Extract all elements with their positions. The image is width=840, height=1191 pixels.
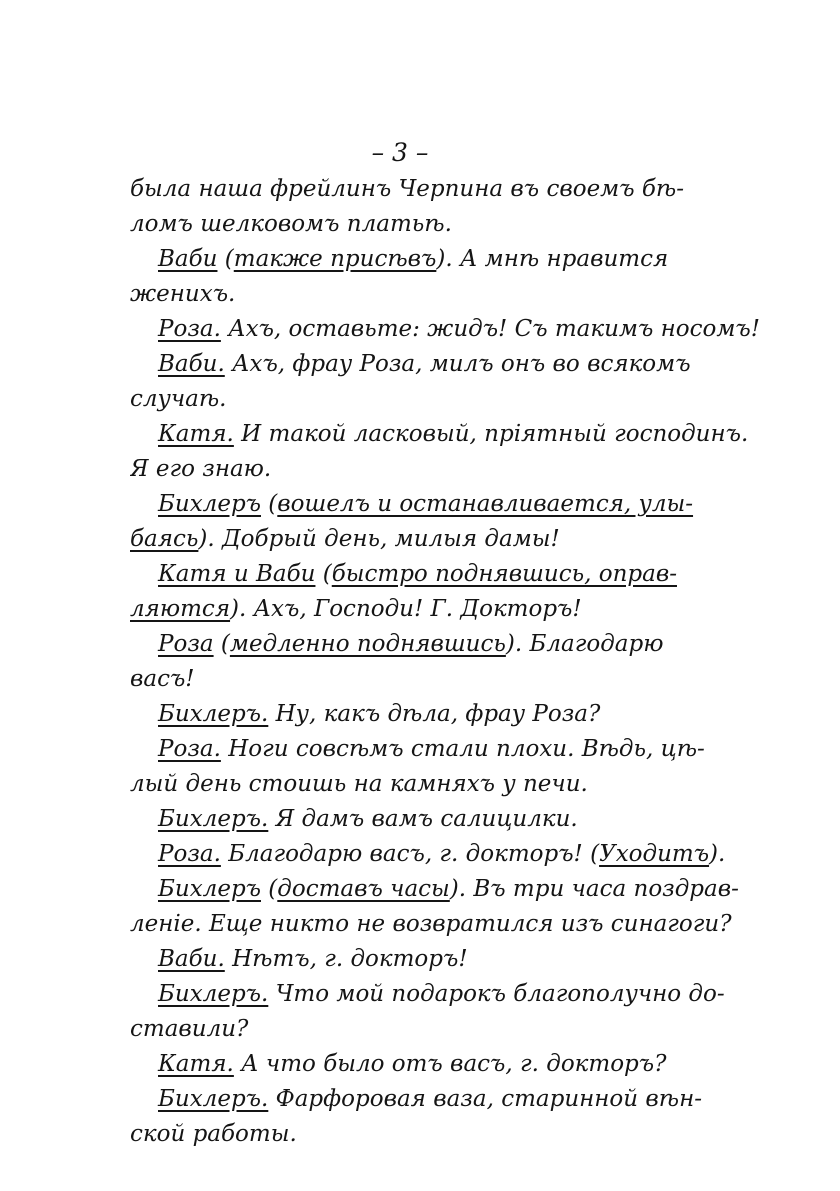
stage-direction: доставъ часы — [277, 876, 450, 902]
manuscript-line — [130, 277, 780, 312]
dialogue-text: ( — [261, 876, 278, 902]
manuscript-line — [130, 1082, 780, 1117]
manuscript-line — [130, 872, 780, 907]
dialogue-text: А что было отъ васъ, г. докторъ? — [233, 1051, 667, 1077]
manuscript-line — [130, 1047, 780, 1082]
manuscript-line — [130, 242, 780, 277]
dialogue-text: Что мой подарокъ благополучно до- — [268, 981, 725, 1007]
dialogue-text: Нѣтъ, г. докторъ! — [224, 946, 468, 972]
manuscript-line — [130, 172, 780, 207]
speaker-name: Бихлеръ — [158, 491, 261, 517]
manuscript-line — [130, 942, 780, 977]
dialogue-text: ( — [213, 631, 230, 657]
manuscript-line — [130, 592, 780, 627]
speaker-name: Роза — [158, 631, 214, 657]
stage-direction: также присѣвъ — [233, 246, 437, 272]
manuscript-line — [130, 207, 780, 242]
speaker-name: Бихлеръ. — [158, 701, 269, 727]
dialogue-text: Ноги совсѣмъ стали плохи. Вѣдь, цѣ- — [220, 736, 705, 762]
stage-direction: Уходитъ — [599, 841, 710, 867]
dialogue-text: ). А мнѣ нравится — [436, 246, 669, 272]
speaker-name: Роза. — [158, 841, 221, 867]
speaker-name: Бихлеръ. — [158, 981, 269, 1007]
manuscript-line — [130, 732, 780, 767]
dialogue-text: И такой ласковый, пріятный господинъ. — [233, 421, 749, 447]
speaker-name: Бихлеръ. — [158, 1086, 269, 1112]
stage-direction: баясь — [130, 526, 199, 552]
dialogue-text: ). Благодарю — [505, 631, 664, 657]
dialogue-text: Благодарю васъ, г. докторъ! ( — [220, 841, 600, 867]
manuscript-line — [130, 662, 780, 697]
stage-direction: быстро поднявшись, оправ- — [331, 561, 677, 587]
speaker-name: Катя и Ваби — [158, 561, 316, 587]
manuscript-line — [130, 977, 780, 1012]
dialogue-text: васъ! — [130, 666, 195, 692]
speaker-name: Ваби. — [158, 946, 225, 972]
dialogue-text: Я его знаю. — [130, 456, 272, 482]
manuscript-line — [130, 487, 780, 522]
dialogue-text: ( — [315, 561, 332, 587]
dialogue-text: ). Въ три часа поздрав- — [449, 876, 739, 902]
dialogue-text: случаѣ. — [130, 386, 227, 412]
page-number: – 3 – — [371, 138, 429, 167]
stage-direction: медленно поднявшись — [229, 631, 506, 657]
dialogue-text: ). Добрый день, милыя дамы! — [198, 526, 560, 552]
dialogue-text: ( — [261, 491, 278, 517]
dialogue-text: ( — [217, 246, 234, 272]
dialogue-text: Ну, какъ дѣла, фрау Роза? — [268, 701, 601, 727]
manuscript-line — [130, 802, 780, 837]
dialogue-text: ской работы. — [130, 1121, 297, 1147]
dialogue-text: леніе. Еще никто не возвратился изъ синагоги? — [130, 911, 732, 937]
manuscript-line — [130, 557, 780, 592]
manuscript-line — [130, 1117, 780, 1152]
dialogue-text: Ахъ, оставьте: жидъ! Съ такимъ носомъ! — [220, 316, 760, 342]
dialogue-text: ). — [709, 841, 726, 867]
manuscript-line — [130, 417, 780, 452]
dialogue-text: ставили? — [130, 1016, 249, 1042]
manuscript-line — [130, 347, 780, 382]
manuscript-line — [130, 627, 780, 662]
manuscript-line — [130, 1012, 780, 1047]
speaker-name: Роза. — [158, 736, 221, 762]
speaker-name: Катя. — [158, 1051, 234, 1077]
manuscript-line — [130, 837, 780, 872]
manuscript-line — [130, 382, 780, 417]
speaker-name: Ваби — [158, 246, 218, 272]
dialogue-text: ). Ахъ, Господи! Г. Докторъ! — [230, 596, 582, 622]
speaker-name: Бихлеръ. — [158, 806, 269, 832]
manuscript-line — [130, 522, 780, 557]
speaker-name: Роза. — [158, 316, 221, 342]
stage-direction: ляются — [130, 596, 231, 622]
dialogue-text: Я дамъ вамъ салицилки. — [268, 806, 578, 832]
dialogue-text: была наша фрейлинъ Черпина въ своемъ бѣ- — [130, 176, 684, 202]
dialogue-text: Фарфоровая ваза, старинной вѣн- — [268, 1086, 702, 1112]
dialogue-text: ломъ шелковомъ платьѣ. — [130, 211, 452, 237]
manuscript-line — [130, 767, 780, 802]
manuscript-line — [130, 697, 780, 732]
manuscript-text — [130, 172, 780, 1152]
manuscript-line — [130, 452, 780, 487]
manuscript-line — [130, 312, 780, 347]
speaker-name: Бихлеръ — [158, 876, 261, 902]
manuscript-line — [130, 907, 780, 942]
speaker-name: Ваби. — [158, 351, 225, 377]
dialogue-text: Ахъ, фрау Роза, милъ онъ во всякомъ — [224, 351, 691, 377]
stage-direction: вошелъ и останавливается, улы- — [277, 491, 694, 517]
dialogue-text: лый день стоишь на камняхъ у печи. — [130, 771, 588, 797]
dialogue-text: женихъ. — [130, 281, 236, 307]
speaker-name: Катя. — [158, 421, 234, 447]
